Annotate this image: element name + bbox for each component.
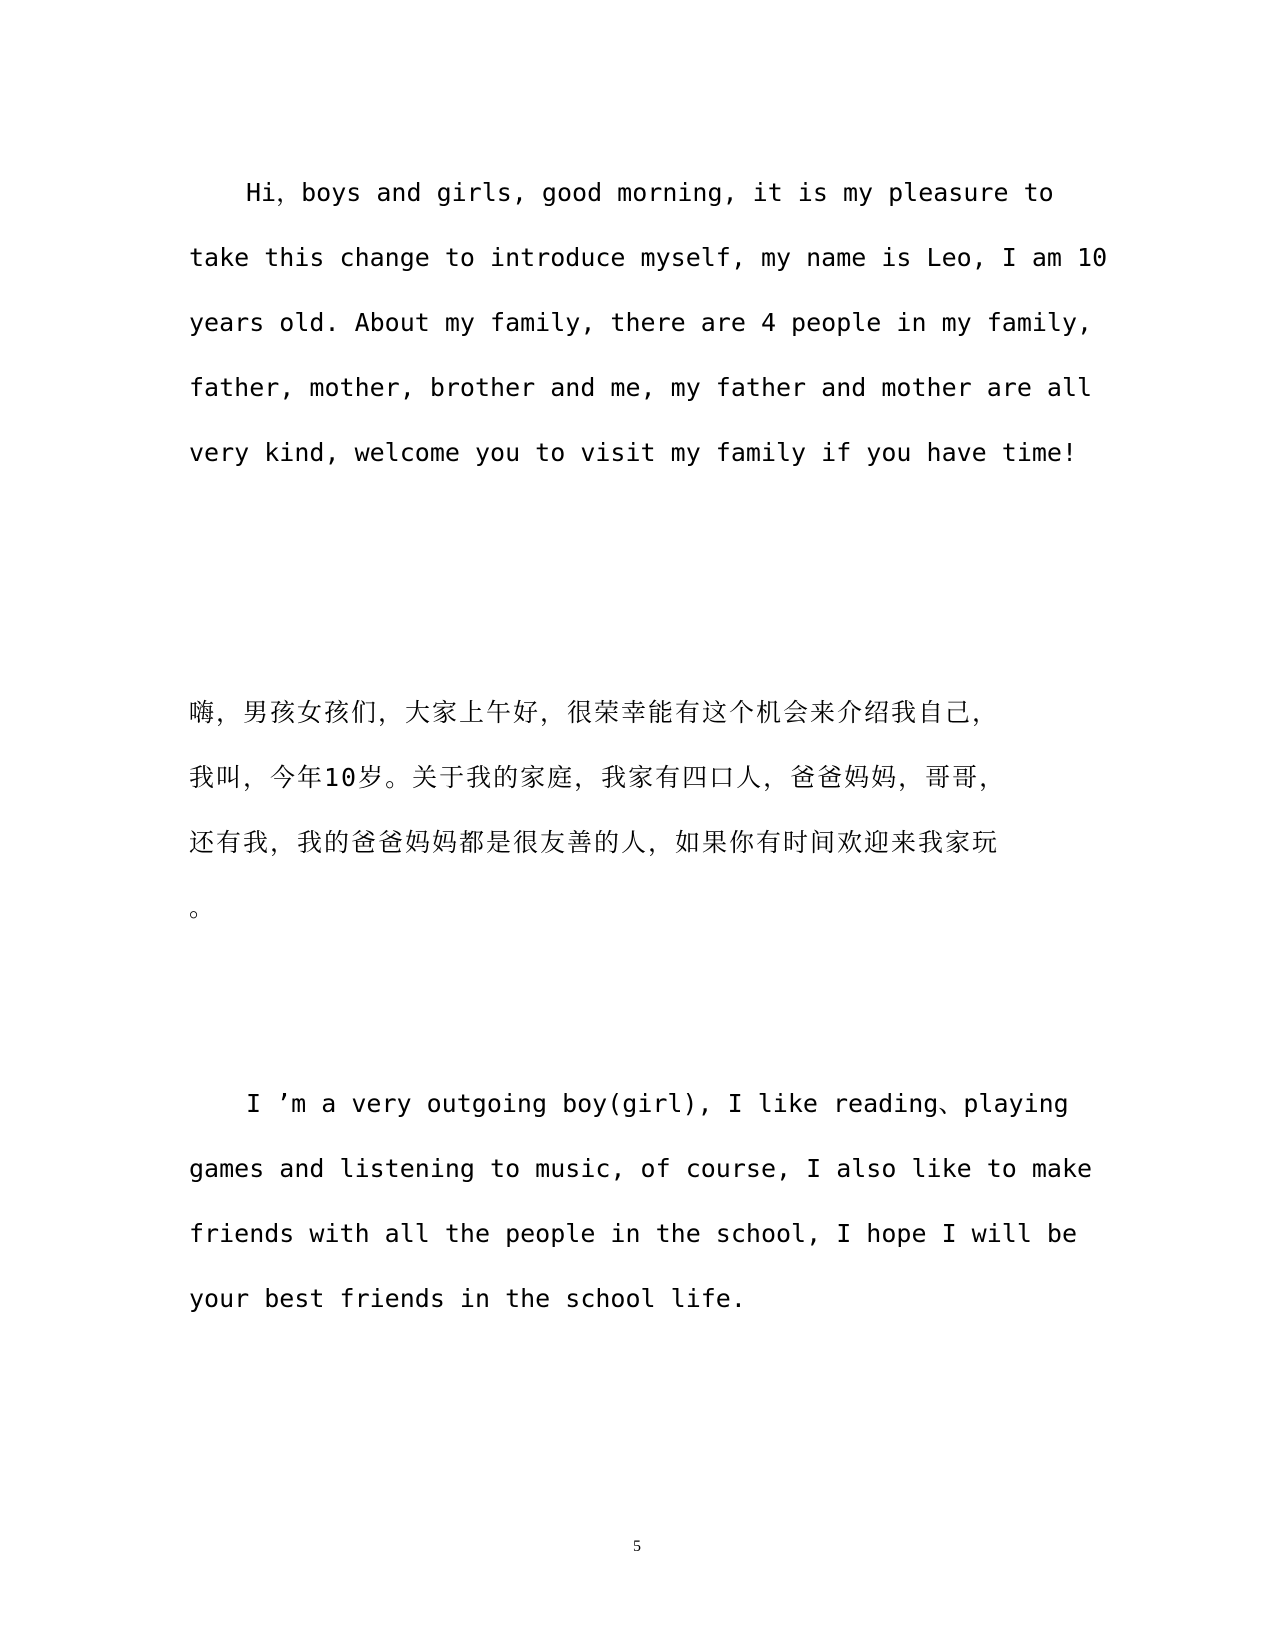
text-line: I ’m a very outgoing boy(girl), I like reading、playing — [246, 1089, 1069, 1118]
text-line: 我叫，今年10岁。关于我的家庭，我家有四口人，爸爸妈妈，哥哥， — [189, 763, 1007, 792]
text-line: 还有我，我的爸爸妈妈都是很友善的人，如果你有时间欢迎来我家玩 — [189, 828, 1000, 857]
text-line: very kind, welcome you to visit my family if you have time! — [189, 438, 1078, 467]
text-line: Hi，boys and girls, good morning, it is my pleasure to — [246, 178, 1054, 207]
text-line: 嗨，男孩女孩们，大家上午好，很荣幸能有这个机会来介绍我自己， — [189, 698, 1000, 727]
paragraph-english-hobbies — [189, 1071, 1093, 1331]
text-line: your best friends in the school life. — [189, 1284, 746, 1313]
text-line: father, mother, brother and me, my father and mother are all — [189, 373, 1093, 402]
text-line: years old. About my family, there are 4 people in my family, — [189, 308, 1093, 337]
text-line: games and listening to music, of course, I also like to make — [189, 1154, 1093, 1183]
page-number: 5 — [633, 1538, 641, 1555]
text-line: 。 — [189, 893, 217, 922]
text-line: friends with all the people in the school, I hope I will be — [189, 1219, 1078, 1248]
paragraph-chinese-intro — [189, 680, 1079, 940]
text-line: take this change to introduce myself, my name is Leo, I am 10 — [189, 243, 1108, 272]
paragraph-english-intro — [189, 160, 1108, 485]
